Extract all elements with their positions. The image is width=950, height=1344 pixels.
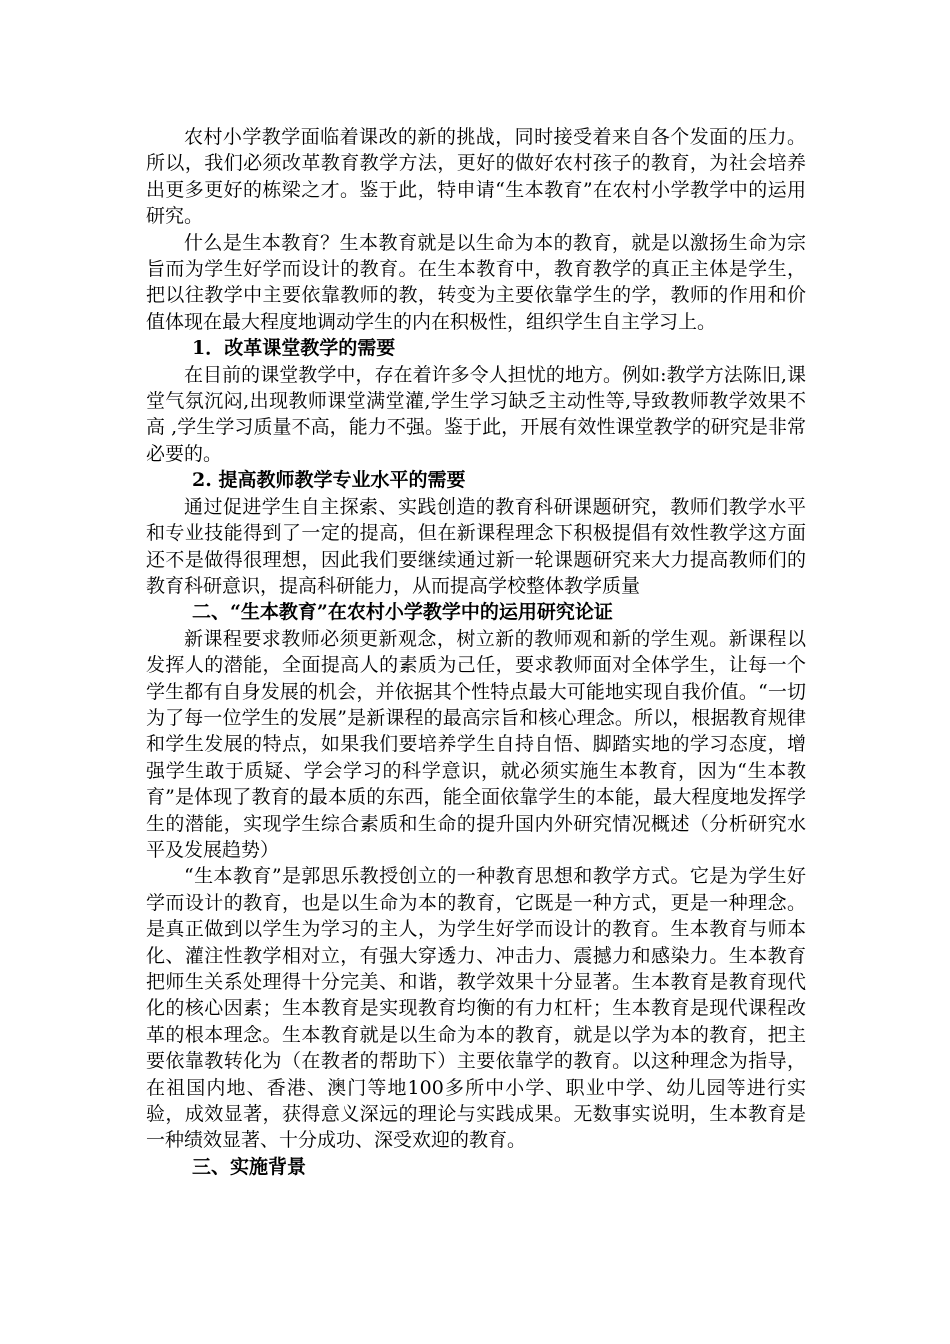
paragraph-intro: 农村小学教学面临着课改的新的挑战，同时接受着来自各个发面的压力。所以，我们必须改革教育教学方法，更好的做好农村孩子的教育，为社会培养出更多更好的栋梁之才。鉴于此，特申请“生本教育”在农村小学教学中的运用研究。: [146, 126, 806, 228]
paragraph-teacher-level: 通过促进学生自主探索、实践创造的教育科研课题研究，教师们教学水平和专业技能得到了一定的提高，但在新课程理念下积极提倡有效性教学这方面还不是做得很理想，因此我们要继续通过新一轮课题研究来大力提高教师们的教育科研意识，提高科研能力，从而提高学校整体教学质量: [146, 495, 806, 597]
heading-teacher-level: 2. 提高教师教学专业水平的需要: [192, 469, 466, 492]
heading-section-three: 三、实施背景: [192, 1155, 307, 1178]
paragraph-classroom-reform: 在目前的课堂教学中，存在着许多令人担忧的地方。例如:教学方法陈旧,课堂气氛沉闷,出现教师课堂满堂灌,学生学习缺乏主动性等,导致教师教学效果不高 ,学生学习质量不高，能力不强。鉴于此，开展有效性课堂教学的研究是非常必要的。: [146, 363, 806, 465]
paragraph-new-curriculum: 新课程要求教师必须更新观念，树立新的教师观和新的学生观。新课程以发挥人的潜能，全面提高人的素质为己任，要求教师面对全体学生，让每一个学生都有自身发展的机会，并依据其个性特点最大可能地实现自我价值。“一切为了每一位学生的发展”是新课程的最高宗旨和核心理念。所以，根据教育规律和学生发展的特点，如果我们要培养学生自持自悟、脚踏实地的学习态度，增强学生敢于质疑、学会学习的科学意识，就必须实施生本教育，因为“生本教育”是体现了教育的最本质的东西，能全面依靠学生的本能，最大程度地发挥学生的潜能，实现学生综合素质和生命的提升国内外研究情况概述（分析研究水平及发展趋势）: [146, 627, 806, 861]
heading-section-two: 二、“生本教育”在农村小学教学中的运用研究论证: [192, 601, 613, 624]
paragraph-shengben-overview: “生本教育”是郭思乐教授创立的一种教育思想和教学方式。它是为学生好学而设计的教育，也是以生命为本的教育，它既是一种方式，更是一种理念。是真正做到以学生为学习的主人，为学生好学而设计的教育。生本教育与师本化、灌注性教学相对立，有强大穿透力、冲击力、震撼力和感染力。生本教育把师生关系处理得十分完美、和谐，教学效果十分显著。生本教育是教育现代化的核心因素；生本教育是实现教育均衡的有力杠杆；生本教育是现代课程改革的根本理念。生本教育就是以生命为本的教育，就是以学为本的教育，把主要依靠教转化为（在教者的帮助下）主要依靠学的教育。以这种理念为指导，在祖国内地、香港、澳门等地100多所中小学、职业中学、幼儿园等进行实验，成效显著，获得意义深远的理论与实践成果。无数事实说明，生本教育是一种绩效显著、十分成功、深受欢迎的教育。: [146, 865, 806, 1152]
document-page: [146, 124, 806, 1180]
paragraph-definition: 什么是生本教育？生本教育就是以生命为本的教育，就是以激扬生命为宗旨而为学生好学而设计的教育。在生本教育中，教育教学的真正主体是学生，把以往教学中主要依靠教师的教，转变为主要依靠学生的学，教师的作用和价值体现在最大程度地调动学生的内在积极性，组织学生自主学习上。: [146, 231, 806, 333]
heading-classroom-reform: 1．改革课堂教学的需要: [192, 337, 396, 360]
